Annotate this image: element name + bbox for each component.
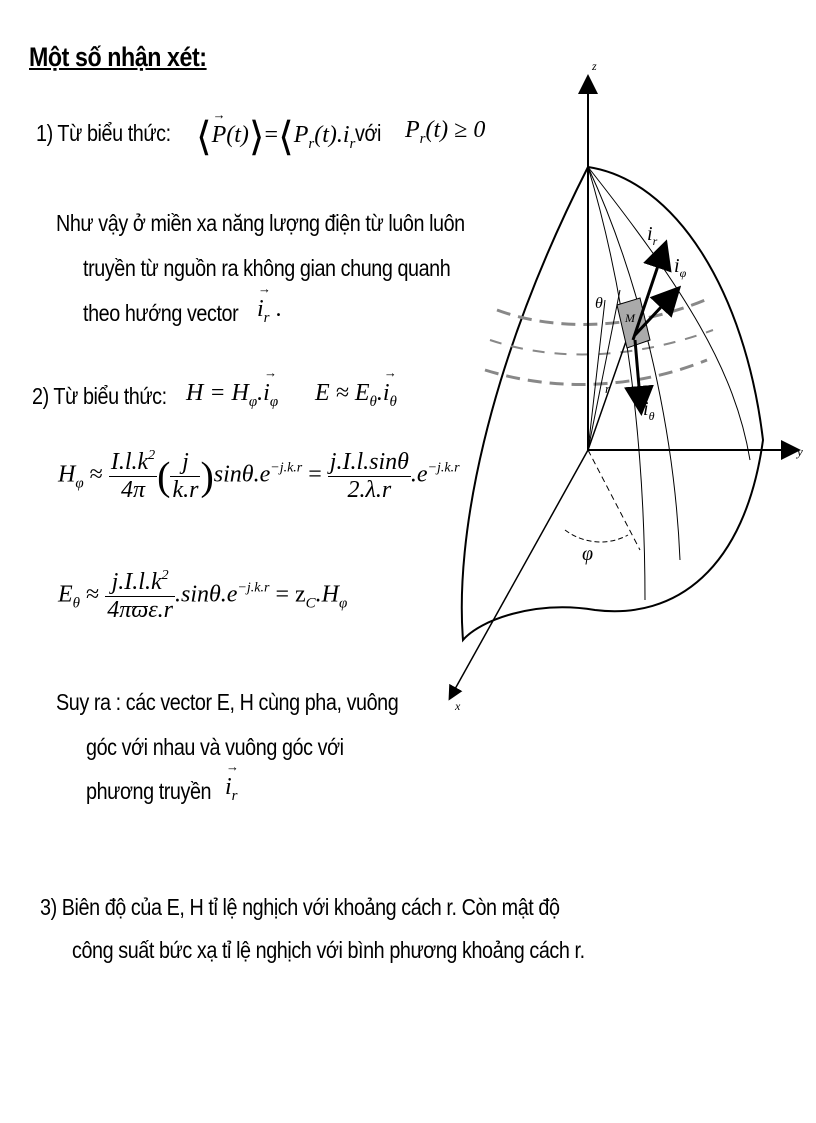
- item1-connector: với: [355, 120, 381, 146]
- projection-line: [588, 450, 640, 550]
- itheta-label-sub: θ: [648, 409, 655, 423]
- iphi-label-sub: φ: [679, 266, 687, 280]
- item3-line2: công suất bức xạ tỉ lệ nghịch với bình phương khoảng cách r.: [72, 937, 585, 963]
- itheta-label-i: i: [643, 398, 649, 420]
- item1-label: 1) Từ biểu thức:: [36, 120, 171, 146]
- hphi-frac1-num: I.l.k: [110, 449, 149, 475]
- item1-text-end: .: [275, 296, 282, 322]
- conclusion-vec: → i: [225, 774, 232, 801]
- page-title: Một số nhận xét:: [29, 42, 207, 72]
- conclusion-vec-sub: r: [231, 788, 238, 804]
- axis-y-label: y: [797, 444, 803, 459]
- eq-e: E ≈ E: [315, 380, 370, 406]
- phi-arc: [565, 530, 628, 542]
- hphi-mid-sup: −j.k.r: [270, 460, 303, 476]
- etheta-tail-sub: φ: [338, 595, 348, 612]
- h-field-expression: $H = H_\varphi.\to i_\varphi$: [186, 380, 278, 411]
- hphi-tail: .e: [410, 461, 428, 488]
- formula-rhs-sub: r: [308, 136, 315, 153]
- iphi-label-i: i: [674, 255, 680, 277]
- hphi-frac2-num: j: [170, 449, 200, 477]
- hphi-frac2-den: k.r: [172, 476, 199, 503]
- hphi-frac3-den: 2.λ.r: [347, 476, 392, 503]
- theta-line-2: [588, 290, 620, 450]
- theta-label: θ: [595, 295, 603, 312]
- hphi-lhs-sub: φ: [75, 475, 84, 492]
- formula-lhs: → P(t): [212, 122, 249, 149]
- item1-vector-ir: [257, 296, 282, 327]
- hphi-tail-sup: −j.k.r: [427, 460, 460, 476]
- item2-label: 2) Từ biểu thức:: [32, 383, 167, 409]
- formula-rhs-vec-sub: r: [349, 136, 356, 153]
- hphi-lhs: H: [58, 461, 76, 488]
- axis-z-label: z: [592, 59, 597, 73]
- poynting-formula: ⟨→ $P(t)⟩=⟨P_r(t).i_r$: [196, 113, 355, 160]
- item1-text-line3: theo hướng vector: [83, 300, 239, 326]
- ir-label: [647, 223, 658, 248]
- formula-rhs: P: [293, 122, 309, 149]
- hphi-frac3-num: j.I.l.sinθ: [329, 448, 409, 475]
- eq-e-sub: θ: [369, 394, 377, 410]
- etheta-frac: [105, 568, 175, 624]
- etheta-lhs-sub: θ: [72, 595, 81, 612]
- vector-itheta-arrow: [635, 340, 641, 410]
- etheta-eq: = z: [275, 581, 306, 608]
- item2-conclusion-line1: Suy ra : các vector E, H cùng pha, vuông: [56, 689, 399, 715]
- itheta-label: [643, 398, 655, 423]
- condition-sub: r: [419, 131, 426, 147]
- etheta-mid-sup: −j.k.r: [237, 580, 270, 596]
- item3-line1: 3) Biên độ của E, H tỉ lệ nghịch với khoảng cách r. Còn mật độ: [40, 894, 560, 920]
- etheta-frac-den: 4πϖε.r: [107, 597, 173, 623]
- eq-e-vec-sub: θ: [389, 394, 397, 410]
- vector-i-sub: r: [263, 310, 270, 326]
- etheta-frac-sup: 2: [161, 568, 169, 583]
- ir-label-sub: r: [652, 234, 658, 248]
- eq-h: H = H: [186, 380, 249, 406]
- hphi-eq: =: [308, 461, 322, 488]
- item1-text-line2: truyền từ nguồn ra không gian chung quanh: [83, 255, 451, 281]
- etheta-approx: ≈: [86, 581, 100, 608]
- e-theta-equation: [58, 568, 347, 624]
- condition-rest: (t) ≥ 0: [425, 117, 486, 143]
- item2-conclusion-line3: phương truyền: [86, 778, 212, 804]
- etheta-frac-num: j.I.l.k: [111, 569, 162, 595]
- hphi-frac1: [109, 448, 157, 504]
- hphi-mid: sinθ.e: [213, 461, 271, 488]
- eq-h-vec-sub: φ: [269, 394, 279, 410]
- axis-x-label: x: [455, 699, 461, 713]
- e-field-expression: $E \approx E_\theta.\to i_\theta$: [315, 380, 397, 411]
- formula-rhs-arg: (t).i: [314, 122, 350, 149]
- etheta-mid: .sinθ.e: [174, 581, 238, 608]
- hphi-frac3: [328, 449, 411, 504]
- item1-text-line1: Như vậy ở miền xa năng lượng điện từ luôn luôn: [56, 210, 465, 236]
- vector-ir-arrow: [633, 245, 665, 340]
- meridian-1: [588, 167, 680, 560]
- ir-label-i: i: [647, 223, 653, 245]
- hphi-frac1-den: 4π: [120, 477, 145, 503]
- m-label: M: [625, 311, 635, 325]
- r-label: r: [605, 381, 611, 396]
- hphi-frac1-sup: 2: [148, 448, 156, 463]
- item2-conclusion-vector: [225, 774, 238, 805]
- x-axis: [450, 450, 588, 698]
- h-phi-equation: $H_\varphi$ ≈ $\frac{I.l.k^2}{4\pi}$ ( $\frac{j}{k.r}$ )$\sin\theta.e^{-j.k.r}$ = $\frac{j.I.l.\sin\theta}{2.\lambda.r}$ $.e^{-j.k.r}$: [58, 448, 460, 503]
- spherical-coordinates-diagram: [445, 40, 810, 720]
- etheta-z-sub: C: [305, 595, 316, 612]
- condition-p: P: [405, 117, 420, 143]
- item2-conclusion-line2: góc với nhau và vuông góc với: [86, 734, 344, 760]
- iphi-label: [674, 255, 687, 280]
- etheta-tail: .H: [315, 581, 339, 608]
- phi-label: φ: [582, 543, 594, 565]
- hphi-frac2: [170, 449, 200, 504]
- hphi-approx: ≈: [89, 461, 103, 488]
- etheta-lhs: E: [58, 581, 73, 608]
- eq-h-sub: φ: [248, 394, 258, 410]
- sphere-outline: [462, 167, 763, 640]
- vector-i: → i: [257, 296, 264, 323]
